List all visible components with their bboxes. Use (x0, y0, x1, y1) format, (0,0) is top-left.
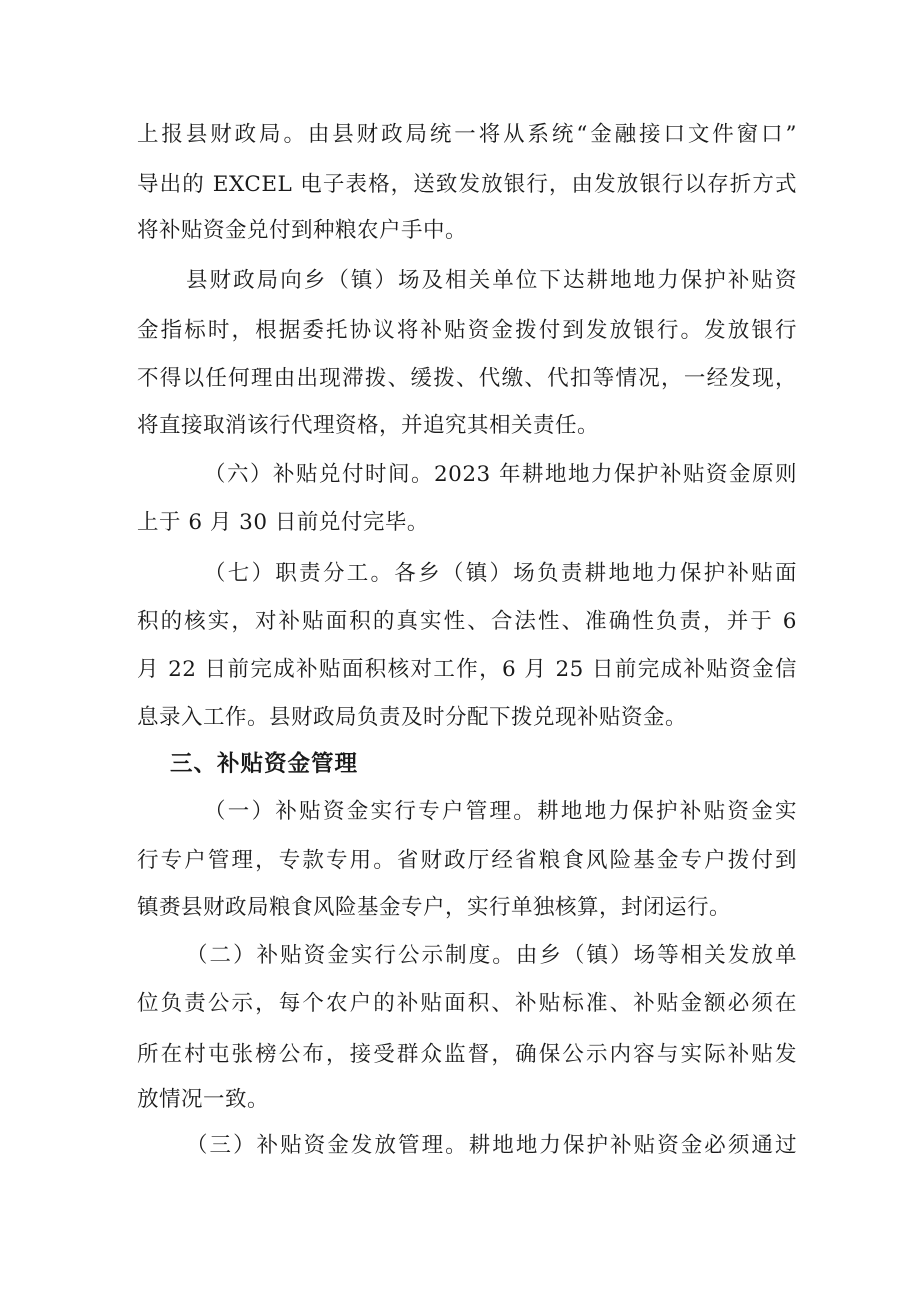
paragraph-line: 镇赉县财政局粮食风险基金专户，实行单独核算，封闭运行。 (137, 895, 732, 920)
paragraph-line: （六）补贴兑付时间。2023 年耕地地力保护补贴资金原则 (204, 462, 797, 487)
paragraph-line: 将补贴资金兑付到种粮农户手中。 (137, 218, 468, 243)
paragraph-line: 不得以任何理由出现滞拨、缓拨、代缴、代扣等情况，一经发现， (137, 366, 797, 391)
paragraph-line: 息录入工作。县财政局负责及时分配下拨兑现补贴资金。 (137, 705, 688, 730)
paragraph-line: 将直接取消该行代理资格，并追究其相关责任。 (137, 413, 600, 438)
paragraph-line: 上报县财政局。由县财政局统一将从系统“金融接口文件窗口” (137, 122, 797, 147)
paragraph-line: （三）补贴资金发放管理。耕地地力保护补贴资金必须通过 (186, 1133, 797, 1158)
paragraph-line: 位负责公示，每个农户的补贴面积、补贴标准、补贴金额必须在 (137, 991, 797, 1016)
paragraph-line: 导出的 EXCEL 电子表格，送致发放银行，由发放银行以存折方式 (137, 172, 797, 197)
paragraph-line: 行专户管理，专款专用。省财政厅经省粮食风险基金专户拨付到 (137, 848, 797, 873)
paragraph-line: 金指标时，根据委托协议将补贴资金拨付到发放银行。发放银行 (137, 318, 797, 343)
paragraph-line: 上于 6 月 30 日前兑付完毕。 (137, 510, 429, 535)
paragraph-line: 月 22 日前完成补贴面积核对工作，6 月 25 日前完成补贴资金信 (137, 657, 797, 682)
paragraph-line: 放情况一致。 (137, 1087, 270, 1112)
paragraph-line: 县财政局向乡（镇）场及相关单位下达耕地地力保护补贴资 (186, 268, 797, 293)
paragraph-line: （一）补贴资金实行专户管理。耕地地力保护补贴资金实 (204, 799, 797, 824)
paragraph-line: 积的核实，对补贴面积的真实性、合法性、准确性负责，并于 6 (137, 609, 797, 634)
paragraph-line: （二）补贴资金实行公示制度。由乡（镇）场等相关发放单 (186, 943, 797, 968)
section-heading: 三、补贴资金管理 (170, 751, 359, 777)
paragraph-line: （七）职责分工。各乡（镇）场负责耕地地力保护补贴面 (204, 561, 797, 586)
paragraph-line: 所在村屯张榜公布，接受群众监督，确保公示内容与实际补贴发 (137, 1042, 797, 1067)
